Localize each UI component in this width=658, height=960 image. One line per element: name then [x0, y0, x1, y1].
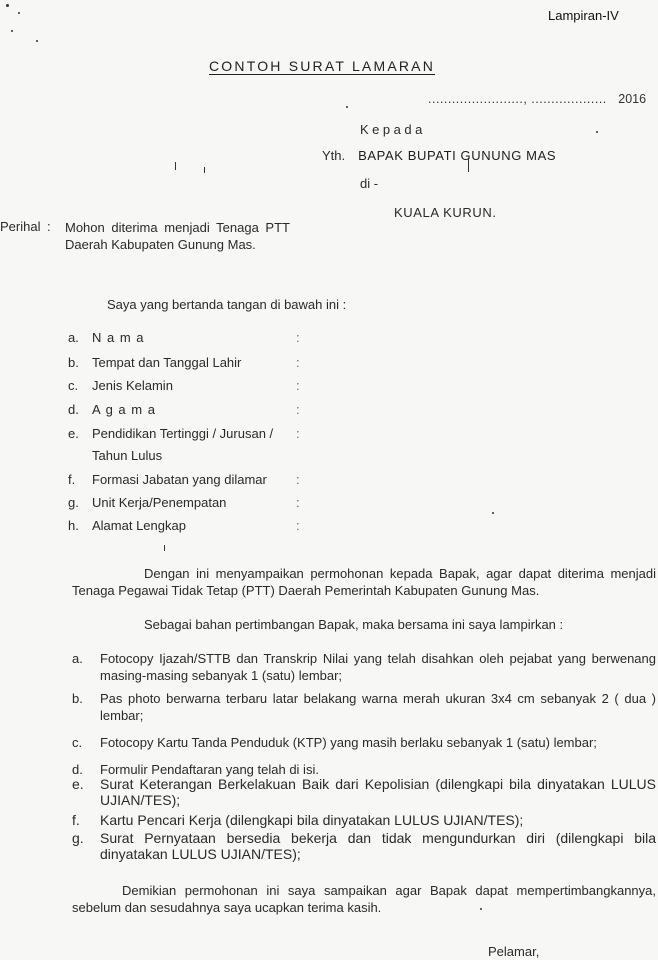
field-colon: : [296, 355, 300, 370]
field-colon: : [296, 426, 300, 441]
attachment-text: Fotocopy Kartu Tanda Penduduk (KTP) yang masih berlaku sebanyak 1 (satu) lembar; [100, 735, 597, 750]
attachment-text: Kartu Pencari Kerja (dilengkapi bila dinyatakan LULUS UJIAN/TES); [100, 812, 524, 828]
field-colon: : [296, 402, 300, 417]
subject-colon: : [47, 219, 51, 234]
date-placeholder: ........................, ................... [428, 92, 607, 106]
field-letter: f. [68, 472, 76, 487]
recipient-line [322, 148, 556, 163]
field-label: Tempat dan Tanggal Lahir [92, 355, 242, 370]
field-letter: a. [68, 330, 79, 345]
date-line [428, 92, 646, 106]
attachment-text: Formulir Pendaftaran yang telah di isi. [100, 762, 319, 777]
document-title: CONTOH SURAT LAMARAN [209, 58, 436, 74]
field-label: Pendidikan Tertinggi / Jurusan / [92, 426, 274, 441]
closing-paragraph: Demikian permohonan ini saya sampaikan agar Bapak dapat mempertimbangkannya, sebelum dan sesudahnya saya ucapkan terima kasih. [72, 883, 656, 915]
field-label: Formasi Jabatan yang dilamar [92, 472, 267, 487]
field-letter: b. [68, 355, 79, 370]
attachment-text: Pas photo berwarna terbaru latar belakang warna merah ukuran 3x4 cm sebanyak 2 ( dua ) lembar; [100, 691, 656, 723]
scan-mark [204, 167, 205, 173]
attachment-item [72, 690, 656, 724]
subject-text: Mohon diterima menjadi Tenaga PTT Daerah Kabupaten Gunung Mas. [65, 220, 290, 252]
field-colon: : [296, 518, 300, 533]
attachment-marker: g. [72, 830, 84, 846]
attachment-marker: e. [72, 776, 84, 792]
attachment-marker: b. [72, 691, 83, 706]
scan-speck [346, 106, 348, 108]
field-letter: d. [68, 402, 79, 417]
scan-speck [36, 40, 38, 42]
scan-mark [175, 162, 176, 170]
field-label: Alamat Lengkap [92, 518, 186, 533]
scan-speck [492, 512, 494, 514]
scan-mark [164, 545, 165, 551]
field-letter: h. [68, 518, 79, 533]
scan-speck [11, 30, 13, 32]
signature-label: Pelamar, [488, 944, 540, 959]
attachment-item [72, 650, 656, 684]
attachment-text: Fotocopy Ijazah/STTB dan Transkrip Nilai yang telah disahkan oleh pejabat yang berwenang masing-masing sebanyak 1 (satu) lembar; [100, 651, 656, 683]
field-colon: : [296, 495, 300, 510]
scan-speck [6, 4, 9, 7]
field-letter: g. [68, 495, 79, 510]
body-paragraph: Dengan ini menyampaikan permohonan kepada Bapak, agar dapat diterima menjadi Tenaga Pegawai Tidak Tetap (PTT) Daerah Pemerintah Kabupaten Gunung Mas. [72, 566, 656, 598]
field-label: N a m a [92, 330, 145, 345]
recipient-city: KUALA KURUN. [394, 205, 497, 220]
field-colon: : [296, 472, 300, 487]
attachment-text: Surat Keterangan Berkelakuan Baik dari Kepolisian (dilengkapi bila dinyatakan LULUS UJIAN/TES); [100, 776, 656, 808]
attachment-marker: f. [72, 812, 80, 828]
field-colon: : [296, 378, 300, 393]
attachment-label: Lampiran-IV [548, 8, 619, 23]
kepada-label: Kepada [360, 122, 426, 137]
attachment-text: Surat Pernyataan bersedia bekerja dan tidak mengundurkan diri (dilengkapi bila dinyatakan LULUS UJIAN/TES); [100, 830, 656, 862]
field-label: Jenis Kelamin [92, 378, 173, 393]
field-letter: c. [68, 378, 79, 393]
attachment-item [72, 830, 656, 862]
attachment-item [72, 776, 656, 808]
attachment-marker: a. [72, 651, 83, 666]
field-label: Unit Kerja/Penempatan [92, 495, 227, 510]
field-label: A g a m a [92, 402, 156, 417]
di-label: di - [360, 176, 379, 191]
body-paragraph: Sebagai bahan pertimbangan Bapak, maka bersama ini saya lampirkan : [144, 617, 564, 632]
attachment-marker: c. [72, 735, 83, 750]
field-colon: : [296, 330, 300, 345]
scan-speck [18, 12, 20, 14]
field-letter: e. [68, 426, 79, 441]
attachment-item [72, 734, 656, 751]
date-year: 2016 [618, 92, 647, 106]
intro-text: Saya yang bertanda tangan di bawah ini : [107, 297, 347, 312]
addressee: BAPAK BUPATI GUNUNG MAS [358, 148, 557, 163]
attachment-marker: d. [72, 762, 83, 777]
field-label: Tahun Lulus [92, 448, 163, 463]
attachment-item [72, 812, 656, 828]
scan-speck [596, 131, 598, 133]
yth-label: Yth. [322, 148, 346, 163]
subject-label: Perihal [0, 219, 41, 234]
